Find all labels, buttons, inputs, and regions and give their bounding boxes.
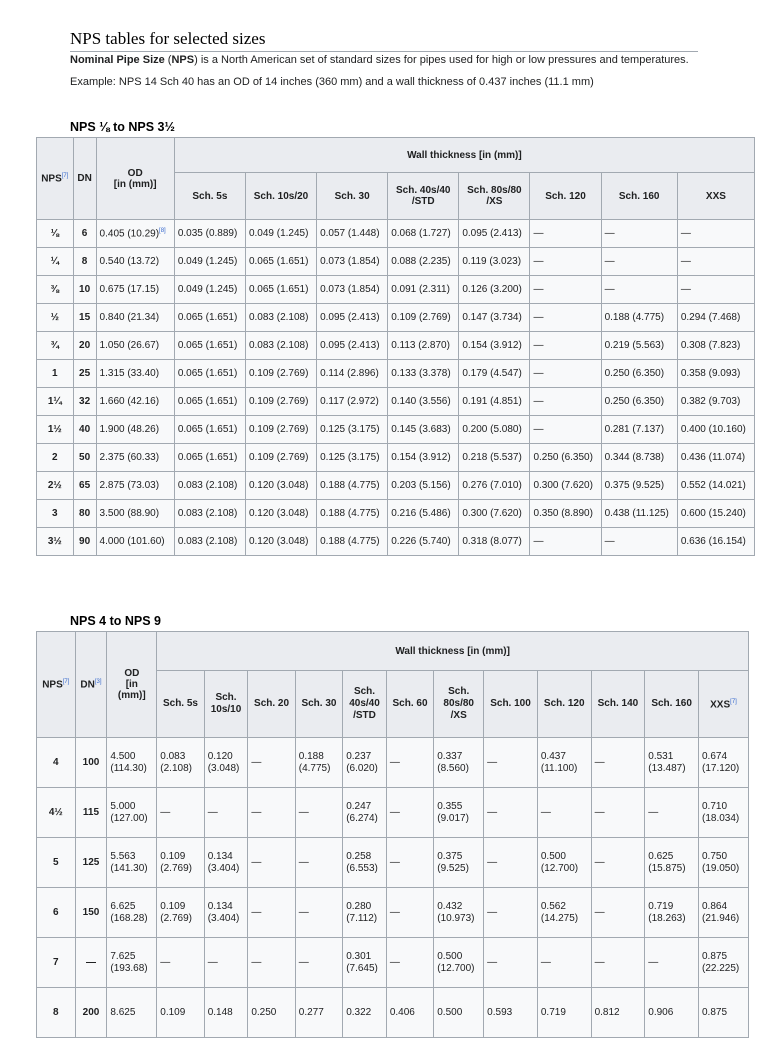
cell-thickness: 0.057 (1.448) [317,220,388,248]
cell-od: 5.000 (127.00) [107,788,157,838]
abbr-bold: NPS [171,54,195,66]
cell-thickness: 0.125 (3.175) [317,416,388,444]
cell-od: 1.315 (33.40) [96,360,174,388]
cell-thickness: 0.120 (3.048) [245,472,316,500]
cell-thickness: 0.188 (4.775) [317,528,388,556]
col-dn: DN [73,138,96,220]
cell-thickness: — [157,788,204,838]
cell-dn: — [75,938,107,988]
cell-dn: 100 [75,738,107,788]
col-nps: NPS[7] [37,138,74,220]
table-row [37,304,755,332]
cell-thickness: 0.134 (3.404) [204,888,248,938]
cell-od: 5.563 (141.30) [107,838,157,888]
cell-thickness: 0.219 (5.563) [601,332,677,360]
cell-thickness: 0.140 (3.556) [388,388,459,416]
col-od: OD [in (mm)] [96,138,174,220]
table2-heading: NPS 4 to NPS 9 [70,614,161,628]
cell-thickness: 0.500 (12.700) [537,838,591,888]
cell-thickness: — [248,788,295,838]
cell-thickness: — [386,788,433,838]
table-row [37,528,755,556]
cell-thickness: 0.179 (4.547) [459,360,530,388]
cell-thickness: 0.109 (2.769) [157,888,204,938]
ref-link[interactable]: [7] [62,678,70,685]
cell-thickness: — [484,888,538,938]
cell-thickness: 0.109 (2.769) [388,304,459,332]
cell-thickness: 0.355 (9.017) [434,788,484,838]
cell-thickness: — [530,388,601,416]
cell-thickness: 0.065 (1.651) [174,388,245,416]
cell-thickness: 0.500 (12.700) [434,938,484,988]
cell-thickness: 0.308 (7.823) [677,332,754,360]
cell-dn: 8 [73,248,96,276]
ref-link[interactable]: [8] [159,227,166,234]
cell-thickness: 0.250 (6.350) [601,388,677,416]
cell-thickness: 0.095 (2.413) [317,332,388,360]
cell-nps: 4 [37,738,76,788]
cell-thickness: — [386,888,433,938]
cell-nps: 3½ [37,528,74,556]
cell-thickness: 0.750 (19.050) [698,838,748,888]
cell-nps: 2½ [37,472,74,500]
cell-od: 0.840 (21.34) [96,304,174,332]
cell-thickness: 0.083 (2.108) [174,472,245,500]
cell-nps: 2 [37,444,74,472]
cell-thickness: 0.065 (1.651) [245,276,316,304]
cell-thickness: 0.065 (1.651) [174,444,245,472]
table-row [37,472,755,500]
cell-od: 1.660 (42.16) [96,388,174,416]
cell-nps: ⅜ [37,276,74,304]
cell-thickness: 0.147 (3.734) [459,304,530,332]
cell-thickness: 0.083 (2.108) [174,500,245,528]
cell-thickness: — [248,938,295,988]
cell-thickness: 0.875 (22.225) [698,938,748,988]
cell-thickness: — [248,838,295,888]
cell-thickness: 0.065 (1.651) [245,248,316,276]
cell-thickness: 0.049 (1.245) [174,276,245,304]
cell-thickness: 0.382 (9.703) [677,388,754,416]
cell-thickness: — [677,276,754,304]
cell-od: 4.000 (101.60) [96,528,174,556]
cell-dn: 80 [73,500,96,528]
cell-thickness: 0.088 (2.235) [388,248,459,276]
cell-thickness: — [537,788,591,838]
cell-thickness: — [645,938,699,988]
cell-thickness: 0.237 (6.020) [343,738,387,788]
cell-thickness: — [484,738,538,788]
od-value: 0.405 (10.29) [99,228,160,240]
cell-thickness: 0.593 [484,988,538,1038]
cell-od: 0.675 (17.15) [96,276,174,304]
cell-thickness: 0.109 (2.769) [245,360,316,388]
cell-thickness: — [204,938,248,988]
cell-thickness: 0.300 (7.620) [530,472,601,500]
cell-od: 7.625 (193.68) [107,938,157,988]
cell-dn: 150 [75,888,107,938]
cell-dn: 50 [73,444,96,472]
col-schedule: Sch. 120 [530,173,601,220]
table-row [37,888,749,938]
cell-od: 1.050 (26.67) [96,332,174,360]
cell-thickness: 0.719 [537,988,591,1038]
cell-thickness: — [591,788,645,838]
cell-thickness: 0.625 (15.875) [645,838,699,888]
cell-nps: ¾ [37,332,74,360]
table-row [37,220,755,248]
cell-dn: 6 [73,220,96,248]
cell-dn: 115 [75,788,107,838]
table-row [37,360,755,388]
cell-thickness: 0.126 (3.200) [459,276,530,304]
cell-thickness: 0.719 (18.263) [645,888,699,938]
cell-thickness: — [601,248,677,276]
cell-thickness: 0.073 (1.854) [317,276,388,304]
col-dn: DN[3] [75,632,107,738]
col-od: OD [in (mm)] [107,632,157,738]
cell-dn: 65 [73,472,96,500]
cell-thickness: 0.216 (5.486) [388,500,459,528]
cell-thickness: — [295,788,342,838]
cell-thickness: — [537,938,591,988]
cell-thickness: 0.117 (2.972) [317,388,388,416]
cell-thickness: 0.300 (7.620) [459,500,530,528]
cell-thickness: — [157,938,204,988]
cell-thickness: — [248,888,295,938]
col-schedule: Sch. 100 [484,671,538,738]
cell-thickness: 0.188 (4.775) [601,304,677,332]
cell-thickness: 0.188 (4.775) [295,738,342,788]
intro-paragraph [70,54,689,66]
cell-thickness: 0.406 [386,988,433,1038]
cell-thickness: 0.154 (3.912) [459,332,530,360]
cell-thickness: — [530,304,601,332]
cell-thickness: 0.322 [343,988,387,1038]
cell-thickness: 0.049 (1.245) [174,248,245,276]
ref-link[interactable]: [3] [94,678,102,685]
cell-thickness: 0.035 (0.889) [174,220,245,248]
cell-thickness: — [677,220,754,248]
cell-thickness: 0.250 (6.350) [530,444,601,472]
ref-link[interactable]: [7] [730,699,737,706]
cell-thickness: — [295,888,342,938]
cell-dn: 125 [75,838,107,888]
nps-table-medium [36,631,749,1038]
cell-thickness: — [386,738,433,788]
cell-dn: 20 [73,332,96,360]
cell-thickness: 0.073 (1.854) [317,248,388,276]
cell-nps: 6 [37,888,76,938]
col-schedule: Sch. 20 [248,671,295,738]
cell-thickness: 0.400 (10.160) [677,416,754,444]
cell-dn: 32 [73,388,96,416]
col-schedule [698,671,748,738]
cell-thickness: — [530,248,601,276]
cell-thickness: 0.438 (11.125) [601,500,677,528]
cell-thickness: 0.674 (17.120) [698,738,748,788]
cell-od: 4.500 (114.30) [107,738,157,788]
cell-thickness: — [530,332,601,360]
table-row [37,788,749,838]
cell-thickness: 0.226 (5.740) [388,528,459,556]
cell-thickness: — [530,416,601,444]
cell-thickness: 0.906 [645,988,699,1038]
table-row [37,738,749,788]
cell-thickness: 0.294 (7.468) [677,304,754,332]
cell-nps: 4½ [37,788,76,838]
col-schedule: Sch. 160 [601,173,677,220]
cell-thickness: 0.095 (2.413) [459,220,530,248]
term-bold: Nominal Pipe Size [70,54,165,66]
cell-thickness: — [204,788,248,838]
cell-od: 3.500 (88.90) [96,500,174,528]
col-schedule: Sch. 120 [537,671,591,738]
cell-thickness: — [591,738,645,788]
cell-thickness: 0.120 (3.048) [245,500,316,528]
col-schedule: Sch. 5s [157,671,204,738]
cell-thickness: 0.375 (9.525) [601,472,677,500]
table-row [37,416,755,444]
cell-thickness: 0.812 [591,988,645,1038]
cell-thickness: 0.119 (3.023) [459,248,530,276]
cell-nps: 7 [37,938,76,988]
cell-thickness: 0.600 (15.240) [677,500,754,528]
cell-od: 8.625 [107,988,157,1038]
cell-thickness: 0.250 (6.350) [601,360,677,388]
ref-link[interactable]: [7] [61,172,69,179]
table-row [37,248,755,276]
cell-thickness: 0.258 (6.553) [343,838,387,888]
cell-thickness: 0.437 (11.100) [537,738,591,788]
cell-thickness: — [484,938,538,988]
col-schedule: Sch. 80s/80 /XS [434,671,484,738]
cell-thickness: — [295,838,342,888]
cell-thickness: 0.280 (7.112) [343,888,387,938]
cell-od [96,220,174,248]
table1-heading: NPS ⅛ to NPS 3½ [70,120,175,134]
cell-thickness: 0.875 [698,988,748,1038]
cell-thickness: 0.109 (2.769) [245,416,316,444]
intro-text: ( [164,54,172,66]
col-schedule: Sch. 160 [645,671,699,738]
cell-thickness: 0.125 (3.175) [317,444,388,472]
cell-thickness: 0.133 (3.378) [388,360,459,388]
col-nps: NPS[7] [37,632,76,738]
cell-thickness: — [295,938,342,988]
cell-dn: 25 [73,360,96,388]
cell-od: 2.375 (60.33) [96,444,174,472]
cell-nps: ⅛ [37,220,74,248]
col-schedule: XXS [677,173,754,220]
cell-thickness: — [484,788,538,838]
cell-thickness: 0.552 (14.021) [677,472,754,500]
cell-dn: 10 [73,276,96,304]
cell-thickness: — [386,838,433,888]
cell-thickness: 0.065 (1.651) [174,332,245,360]
cell-thickness: 0.134 (3.404) [204,838,248,888]
table-row [37,388,755,416]
cell-thickness: 0.083 (2.108) [174,528,245,556]
cell-thickness: 0.113 (2.870) [388,332,459,360]
cell-thickness: 0.562 (14.275) [537,888,591,938]
cell-thickness: 0.200 (5.080) [459,416,530,444]
cell-thickness: 0.344 (8.738) [601,444,677,472]
cell-thickness: 0.247 (6.274) [343,788,387,838]
col-schedule: Sch. 140 [591,671,645,738]
cell-thickness: 0.114 (2.896) [317,360,388,388]
cell-thickness: 0.358 (9.093) [677,360,754,388]
cell-thickness: — [601,528,677,556]
cell-thickness: 0.531 (13.487) [645,738,699,788]
table-row [37,332,755,360]
cell-thickness: 0.095 (2.413) [317,304,388,332]
cell-od: 2.875 (73.03) [96,472,174,500]
cell-od: 6.625 (168.28) [107,888,157,938]
col-schedule: Sch. 10s/10 [204,671,248,738]
cell-thickness: 0.277 [295,988,342,1038]
cell-thickness: 0.065 (1.651) [174,304,245,332]
cell-thickness: 0.250 [248,988,295,1038]
cell-thickness: 0.864 (21.946) [698,888,748,938]
col-schedule: Sch. 30 [317,173,388,220]
cell-thickness: 0.109 (2.769) [245,444,316,472]
table-row [37,500,755,528]
cell-thickness: 0.109 [157,988,204,1038]
cell-thickness: 0.068 (1.727) [388,220,459,248]
col-schedule: Sch. 40s/40 /STD [343,671,387,738]
cell-thickness: 0.436 (11.074) [677,444,754,472]
cell-dn: 15 [73,304,96,332]
cell-thickness: 0.636 (16.154) [677,528,754,556]
cell-thickness: — [530,276,601,304]
cell-thickness: 0.148 [204,988,248,1038]
table-row [37,276,755,304]
cell-thickness: 0.710 (18.034) [698,788,748,838]
col-schedule: Sch. 60 [386,671,433,738]
cell-thickness: 0.301 (7.645) [343,938,387,988]
cell-thickness: 0.281 (7.137) [601,416,677,444]
cell-thickness: 0.188 (4.775) [317,472,388,500]
cell-dn: 200 [75,988,107,1038]
cell-nps: 1¼ [37,388,74,416]
table-row [37,938,749,988]
table-row [37,838,749,888]
cell-thickness: 0.120 (3.048) [245,528,316,556]
cell-nps: 1 [37,360,74,388]
cell-od: 0.540 (13.72) [96,248,174,276]
col-schedule: Sch. 5s [174,173,245,220]
table-row [37,444,755,472]
wall-thickness-header: Wall thickness [in (mm)] [174,138,754,173]
cell-thickness: — [530,220,601,248]
cell-thickness: 0.276 (7.010) [459,472,530,500]
cell-thickness: 0.120 (3.048) [204,738,248,788]
cell-thickness: — [484,838,538,888]
cell-thickness: 0.203 (5.156) [388,472,459,500]
cell-thickness: 0.145 (3.683) [388,416,459,444]
cell-thickness: 0.083 (2.108) [245,304,316,332]
cell-thickness: — [591,838,645,888]
cell-thickness: — [591,888,645,938]
cell-thickness: — [530,528,601,556]
cell-thickness: 0.154 (3.912) [388,444,459,472]
cell-thickness: 0.083 (2.108) [157,738,204,788]
example-paragraph: Example: NPS 14 Sch 40 has an OD of 14 inches (360 mm) and a wall thickness of 0.437 inches (11.1 mm) [70,76,594,88]
cell-nps: ½ [37,304,74,332]
cell-nps: ¼ [37,248,74,276]
cell-od: 1.900 (48.26) [96,416,174,444]
cell-thickness: — [386,938,433,988]
cell-nps: 5 [37,838,76,888]
intro-text: ) is a North American set of standard sizes for pipes used for high or low pressures and temperatures. [194,54,689,66]
cell-thickness: — [591,938,645,988]
nps-table-small [36,137,755,556]
wall-thickness-header: Wall thickness [in (mm)] [157,632,749,671]
col-schedule: Sch. 30 [295,671,342,738]
cell-thickness: 0.091 (2.311) [388,276,459,304]
cell-thickness: 0.065 (1.651) [174,360,245,388]
cell-thickness: 0.049 (1.245) [245,220,316,248]
cell-thickness: 0.109 (2.769) [157,838,204,888]
cell-thickness: 0.350 (8.890) [530,500,601,528]
cell-thickness: 0.083 (2.108) [245,332,316,360]
col-schedule: Sch. 10s/20 [245,173,316,220]
col-label: XXS [710,699,731,711]
cell-thickness: — [645,788,699,838]
cell-dn: 40 [73,416,96,444]
cell-thickness: 0.218 (5.537) [459,444,530,472]
col-schedule: Sch. 80s/80 /XS [459,173,530,220]
table-row [37,988,749,1038]
cell-thickness: 0.432 (10.973) [434,888,484,938]
cell-thickness: 0.191 (4.851) [459,388,530,416]
cell-nps: 1½ [37,416,74,444]
cell-thickness: 0.500 [434,988,484,1038]
cell-thickness: — [677,248,754,276]
cell-nps: 8 [37,988,76,1038]
cell-thickness: 0.318 (8.077) [459,528,530,556]
cell-thickness: 0.109 (2.769) [245,388,316,416]
cell-thickness: 0.065 (1.651) [174,416,245,444]
cell-thickness: — [601,276,677,304]
cell-thickness: 0.375 (9.525) [434,838,484,888]
cell-thickness: — [601,220,677,248]
cell-dn: 90 [73,528,96,556]
cell-thickness: — [248,738,295,788]
page-title: NPS tables for selected sizes [70,29,698,52]
col-schedule: Sch. 40s/40 /STD [388,173,459,220]
cell-thickness: — [530,360,601,388]
cell-thickness: 0.337 (8.560) [434,738,484,788]
cell-thickness: 0.188 (4.775) [317,500,388,528]
cell-nps: 3 [37,500,74,528]
